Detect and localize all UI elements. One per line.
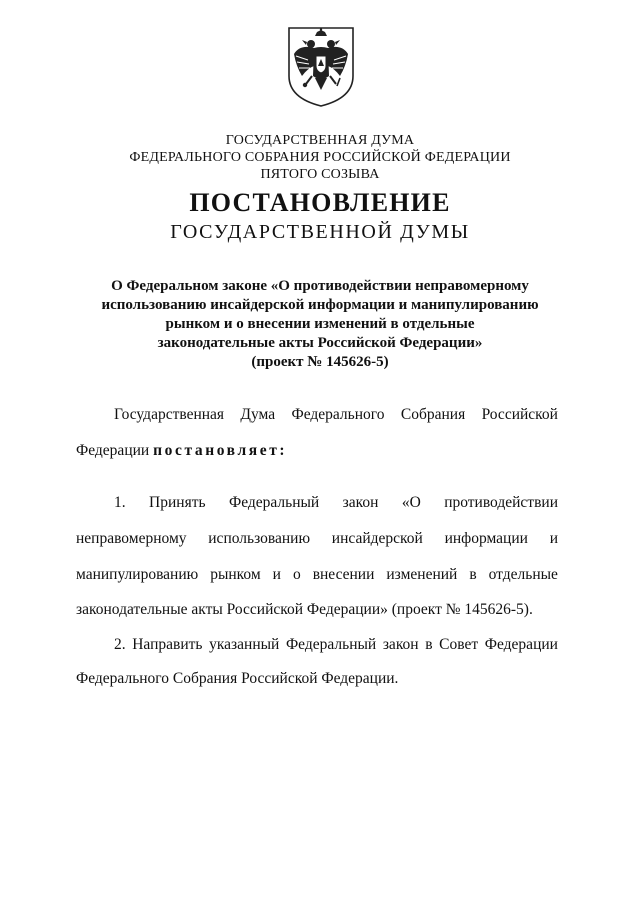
word: манипулированию bbox=[76, 566, 199, 583]
subject-line: (проект № 145626-5) bbox=[251, 354, 389, 370]
convocation: ПЯТОГО СОЗЫВА bbox=[260, 167, 380, 182]
subject-line: рынком и о внесении изменений в отдельные bbox=[165, 316, 475, 332]
word: Принять bbox=[149, 494, 206, 511]
subject-line: использованию инсайдерской информации и манипулированию bbox=[101, 297, 539, 313]
word: рынком bbox=[210, 566, 261, 583]
preamble-line bbox=[114, 406, 558, 424]
resolution-verb: постановляет: bbox=[153, 442, 288, 459]
word: и bbox=[549, 530, 558, 547]
word: и bbox=[272, 566, 281, 583]
document-type-title: ПОСТАНОВЛЕНИЕ bbox=[189, 188, 451, 217]
word: Федерации bbox=[484, 636, 558, 653]
clause-number: 2. bbox=[114, 636, 126, 653]
word: инсайдерской bbox=[331, 530, 423, 547]
word: внесении bbox=[312, 566, 375, 583]
parliament-body: ФЕДЕРАЛЬНОГО СОБРАНИЯ РОССИЙСКОЙ ФЕДЕРАЦИИ bbox=[129, 150, 511, 165]
word: Дума bbox=[240, 406, 276, 423]
clause-1-line bbox=[76, 530, 558, 548]
subject-line: О Федеральном законе «О противодействии неправомерному bbox=[111, 278, 529, 294]
word: Совет bbox=[439, 636, 479, 653]
clause-1-line bbox=[114, 494, 558, 512]
word: закон bbox=[342, 494, 379, 511]
word: указанный bbox=[209, 636, 280, 653]
parliament-name: ГОСУДАРСТВЕННАЯ ДУМА bbox=[225, 133, 415, 148]
word: Федеральный bbox=[285, 636, 377, 653]
word: в bbox=[425, 636, 433, 653]
clause-1-line: законодательные акты Российской Федерации» (проект № 145626-5). bbox=[76, 601, 533, 618]
preamble-line bbox=[76, 442, 287, 460]
word: Направить bbox=[132, 636, 203, 653]
word: использованию bbox=[208, 530, 311, 547]
word: информации bbox=[444, 530, 528, 547]
word: изменений bbox=[386, 566, 458, 583]
clause-number: 1. bbox=[114, 494, 126, 511]
word: «О bbox=[401, 494, 421, 511]
word: закон bbox=[382, 636, 419, 653]
word: Российской bbox=[481, 406, 558, 423]
word: в bbox=[469, 566, 477, 583]
word: противодействии bbox=[444, 494, 558, 511]
word: о bbox=[292, 566, 301, 583]
word: Федеральный bbox=[228, 494, 320, 511]
subject-line: законодательные акты Российской Федерации» bbox=[157, 335, 483, 351]
clause-2-line bbox=[114, 636, 558, 654]
word: неправомерному bbox=[76, 530, 187, 547]
clause-2-line: Федерального Собрания Российской Федерации. bbox=[76, 670, 399, 687]
word: Федерации bbox=[76, 442, 150, 459]
word: отдельные bbox=[488, 566, 558, 583]
clause-1-line bbox=[76, 566, 558, 584]
russian-coat-of-arms-icon bbox=[286, 26, 356, 108]
word: Федерального bbox=[291, 406, 385, 423]
word: Государственная bbox=[114, 406, 225, 423]
document-issuer: ГОСУДАРСТВЕННОЙ ДУМЫ bbox=[170, 221, 470, 243]
word: Собрания bbox=[400, 406, 466, 423]
